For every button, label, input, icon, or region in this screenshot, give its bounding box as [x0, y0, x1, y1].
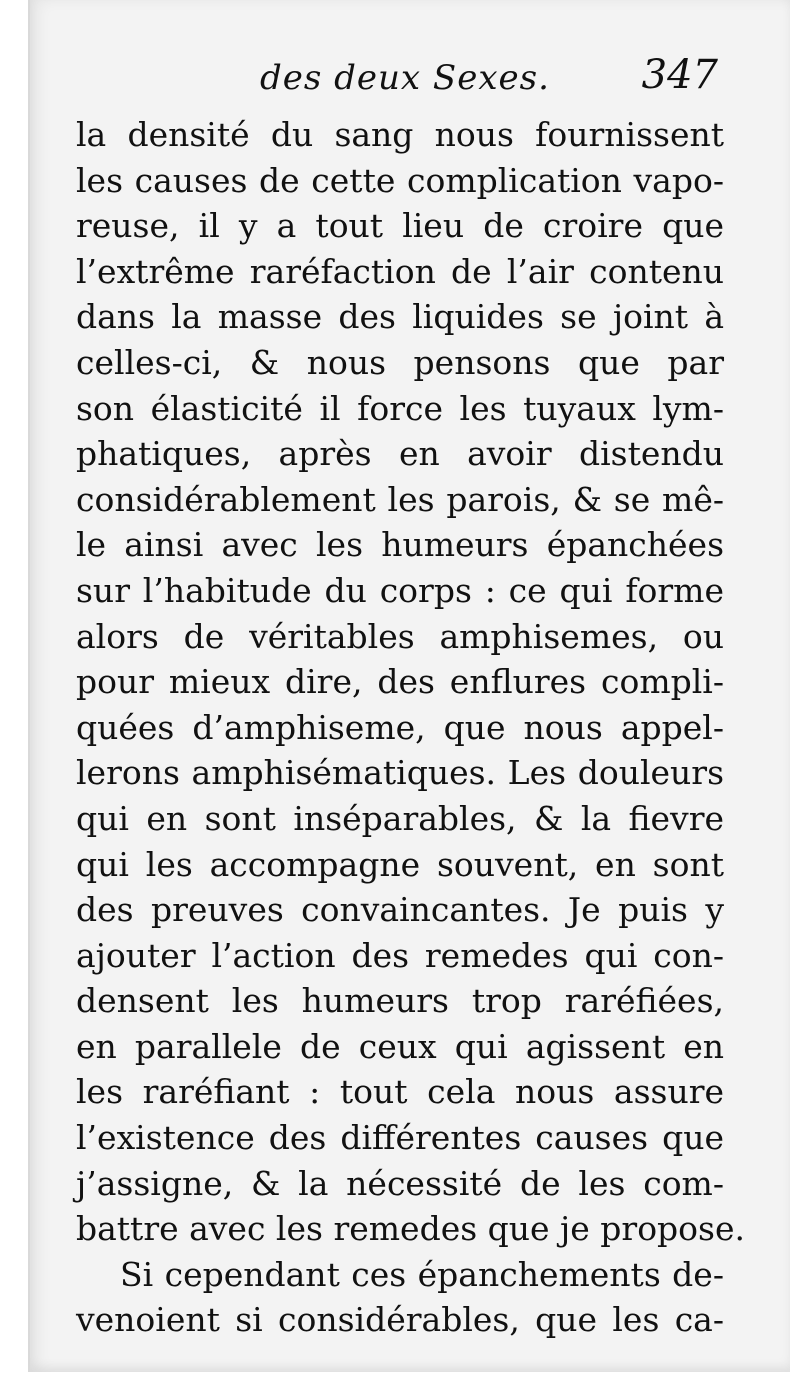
- text-line: venoient si considérables, que les ca-: [76, 1300, 724, 1340]
- page-number: 347: [641, 52, 718, 98]
- text-line: quées d’amphiseme, que nous appel-: [76, 707, 724, 747]
- text-line: l’extrême raréfaction de l’air contenu: [76, 251, 724, 291]
- text-line: reuse, il y a tout lieu de croire que: [76, 206, 724, 246]
- text-line: le ainsi avec les humeurs épanchées: [76, 525, 724, 565]
- text-line: celles-ci, & nous pensons que par: [76, 342, 724, 382]
- text-line: l’existence des différentes causes que: [76, 1118, 724, 1158]
- text-line: la densité du sang nous fournissent: [76, 115, 724, 154]
- text-line: les raréfiant : tout cela nous assure: [76, 1072, 724, 1112]
- text-line: considérablement les parois, & se mê-: [76, 479, 724, 519]
- text-line: sur l’habitude du corps : ce qui forme: [76, 570, 724, 610]
- text-line: ajouter l’action des remedes qui con-: [76, 935, 724, 975]
- paragraph-start-line: Si cependant ces épanchements de-: [120, 1254, 724, 1294]
- text-line: j’assigne, & la nécessité de les com-: [76, 1163, 724, 1203]
- text-line: qui les accompagne souvent, en sont: [76, 844, 724, 884]
- text-line: phatiques, après en avoir distendu: [76, 434, 724, 474]
- body-text: [76, 112, 746, 1343]
- page-header: [260, 52, 730, 112]
- text-line: alors de véritables amphisemes, ou: [76, 616, 724, 656]
- text-line: lerons amphisématiques. Les douleurs: [76, 753, 724, 793]
- text-line: son élasticité il force les tuyaux lym-: [76, 388, 724, 428]
- text-line: des preuves convaincantes. Je puis y: [76, 890, 724, 930]
- text-line: qui en sont inséparables, & la fievre: [76, 798, 724, 838]
- text-line: battre avec les remedes que je propose.: [76, 1209, 746, 1249]
- text-line: en parallele de ceux qui agissent en: [76, 1026, 724, 1066]
- running-head: des deux Sexes.: [260, 58, 550, 98]
- text-line: pour mieux dire, des enflures compli-: [76, 662, 724, 702]
- text-line: dans la masse des liquides se joint à: [76, 297, 724, 337]
- text-line: densent les humeurs trop raréfiées,: [76, 981, 724, 1021]
- text-line: les causes de cette complication vapo-: [76, 160, 724, 200]
